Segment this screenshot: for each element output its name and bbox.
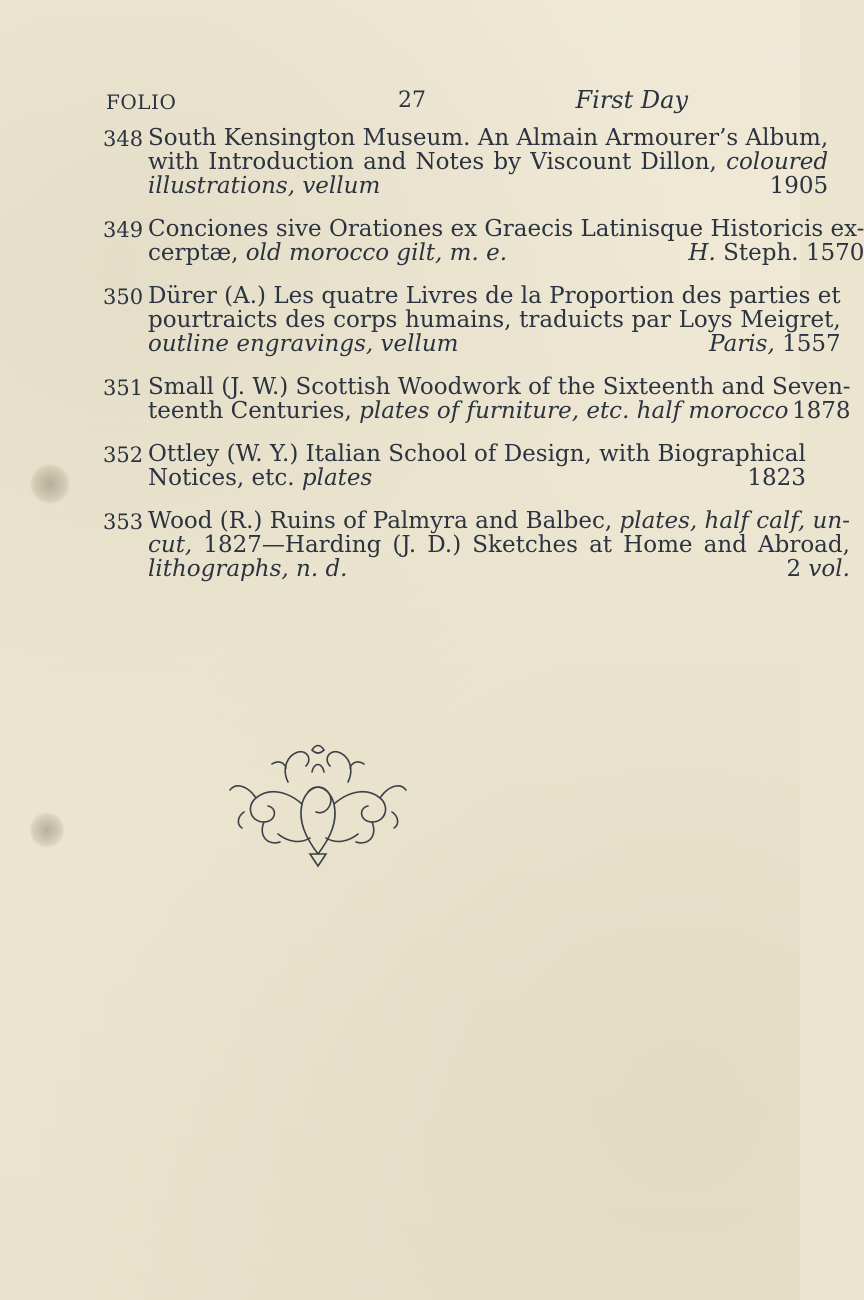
- lot-description: [148, 375, 851, 423]
- lot-description: [148, 442, 806, 490]
- foxing-spot: [30, 462, 70, 506]
- lot-binding: plates: [301, 465, 373, 491]
- lot-list: [103, 125, 864, 600]
- lot-volumes: [786, 557, 849, 581]
- lot-line: Dürer (A.) Les quatre Livres de la Proportion des parties et: [148, 283, 841, 309]
- lot-binding: plates, half calf, un-: [619, 508, 850, 534]
- lot-line: Small (J. W.) Scottish Woodwork of the Sixteenth and Seven-: [148, 374, 851, 400]
- header-folio: FOLIO: [106, 90, 177, 114]
- lot-entry: [103, 283, 841, 357]
- lot-number: 351: [103, 376, 144, 400]
- lot-entry: [103, 441, 806, 491]
- lot-last-line: [148, 557, 850, 581]
- lot-text-plain: cerptæ,: [148, 240, 246, 266]
- lot-last-line: [148, 399, 851, 423]
- lot-entry: [103, 508, 850, 582]
- lot-text-italic: coloured: [726, 149, 829, 175]
- lot-binding: old morocco gilt, m. e.: [245, 240, 508, 266]
- lot-date: 1823: [747, 465, 806, 491]
- lot-line: Ottley (W. Y.) Italian School of Design, with Biographical: [148, 441, 806, 467]
- lot-number: 349: [103, 218, 144, 242]
- lot-description: [148, 126, 828, 198]
- lot-description: [148, 284, 841, 356]
- lot-date: Steph. 1570: [723, 240, 864, 266]
- lot-text-plain: Notices, etc.: [148, 465, 302, 491]
- lot-binding: plates of furniture, etc. half morocco: [359, 398, 789, 424]
- lot-line: [148, 509, 850, 533]
- lot-last-line: [148, 466, 806, 490]
- running-header: [106, 86, 688, 116]
- lot-place: Paris,: [709, 331, 775, 357]
- lot-number: 352: [103, 443, 144, 467]
- lot-volume-unit: vol.: [808, 556, 850, 582]
- lot-text-plain: 1827—Harding (J. D.) Sketches at Home and Abroad,: [192, 532, 850, 558]
- lot-binding: outline engravings, vellum: [148, 331, 459, 357]
- lot-text: [148, 241, 507, 265]
- foxing-spot: [30, 810, 64, 850]
- lot-text: [148, 399, 789, 423]
- lot-entry: [103, 216, 864, 266]
- lot-entry: [103, 374, 851, 424]
- lot-description: [148, 217, 864, 265]
- lot-last-line: [148, 332, 841, 356]
- floral-scroll-ornament-icon: [228, 742, 408, 872]
- lot-last-line: [148, 174, 828, 198]
- lot-binding: lithographs, n. d.: [148, 556, 348, 582]
- lot-line: pourtraicts des corps humains, traduicts par Loys Meigret,: [148, 307, 841, 333]
- lot-last-line: [148, 241, 864, 265]
- lot-line: [148, 533, 850, 557]
- lot-printer: H.: [688, 240, 716, 266]
- lot-number: 353: [103, 510, 144, 534]
- lot-text-italic: cut,: [148, 532, 193, 558]
- lot-line: Conciones sive Orationes ex Graecis Latinisque Historicis ex-: [148, 216, 864, 242]
- lot-entry: [103, 125, 829, 199]
- lot-number: 348: [103, 127, 144, 151]
- lot-imprint: [709, 332, 840, 356]
- lot-text-plain: teenth Centuries,: [148, 398, 360, 424]
- lot-text: with Introduction and Notes by Viscount Dillon,: [148, 149, 727, 175]
- lot-binding: illustrations, vellum: [148, 173, 381, 199]
- lot-number: 350: [103, 285, 144, 309]
- header-day: First Day: [575, 86, 688, 114]
- lot-volume-count: 2: [786, 556, 802, 582]
- lot-line: [148, 150, 828, 174]
- lot-date: 1557: [782, 331, 841, 357]
- lot-date: 1878: [792, 398, 851, 424]
- page-number: 27: [398, 88, 426, 113]
- lot-imprint: [688, 241, 864, 265]
- lot-text-plain: Wood (R.) Ruins of Palmyra and Balbec,: [148, 508, 620, 534]
- lot-text: [148, 466, 372, 490]
- lot-date: 1905: [769, 173, 829, 199]
- lot-line: South Kensington Museum. An Almain Armourer’s Album,: [148, 125, 829, 151]
- lot-description: [148, 509, 850, 581]
